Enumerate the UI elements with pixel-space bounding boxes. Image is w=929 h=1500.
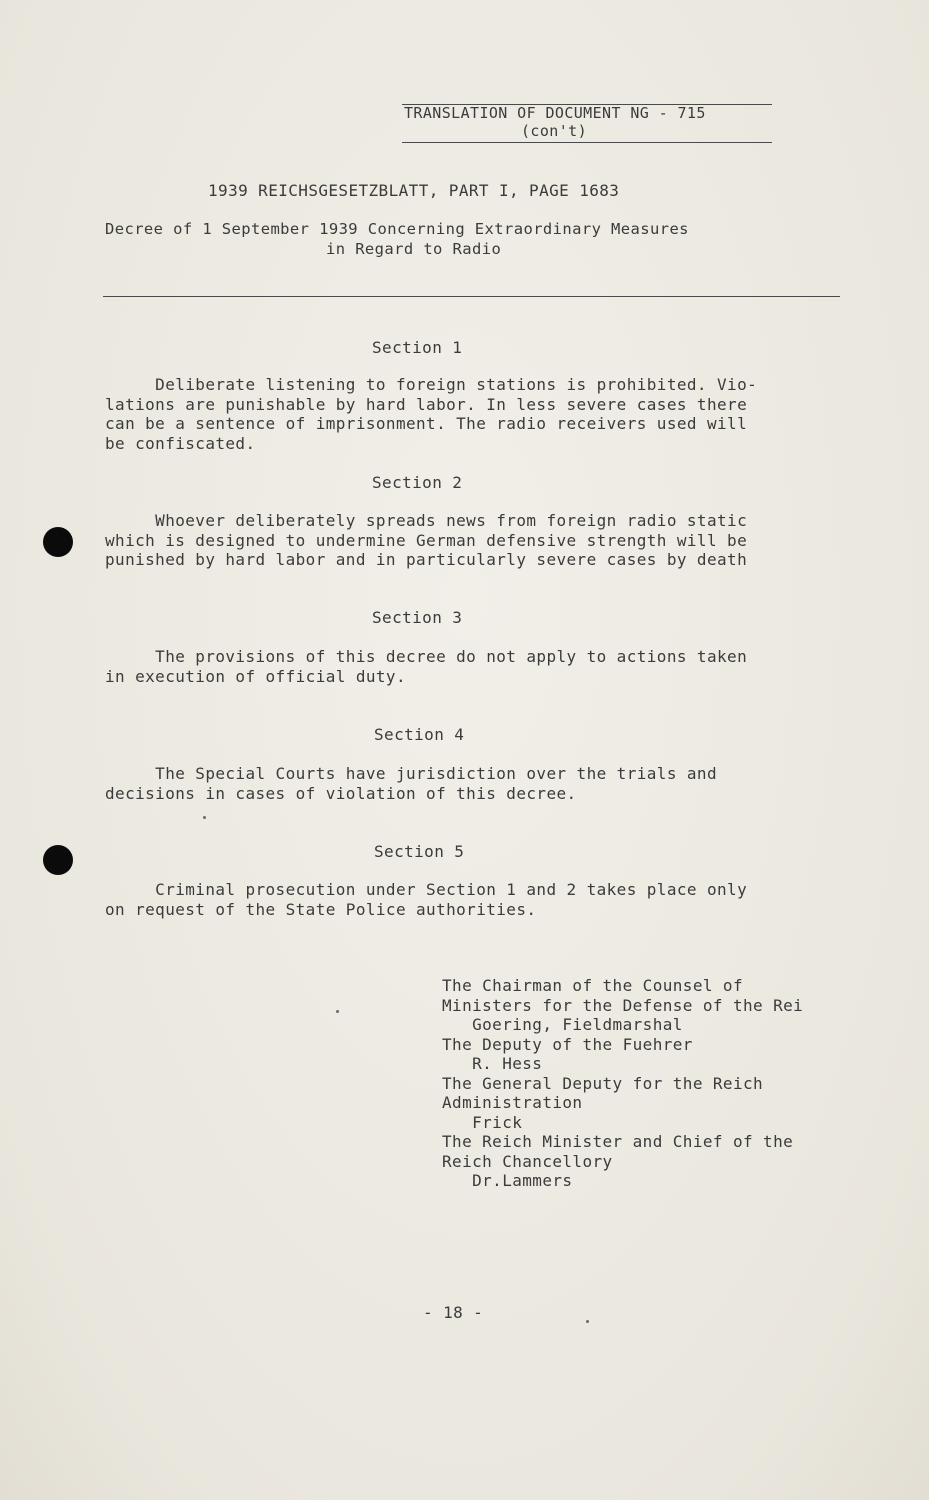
speck [586,1320,589,1323]
section-paragraph: The provisions of this decree do not apply to actions taken in execution of official duty. [105,647,748,686]
page-number: - 18 - [423,1303,484,1322]
document-header-cont: (con't) [521,122,588,140]
section-paragraph: The Special Courts have jurisdiction over the trials and decisions in cases of violation of this decree. [105,764,718,803]
section-heading: Section 5 [374,842,465,861]
header-bottom-rule [402,142,772,143]
signatories-block: The Chairman of the Counsel of Ministers for the Defense of the Rei Goering, Fieldmarshal The Deputy of the Fuehrer R. Hess The General Deputy for the Reich Administration Frick The Reich Minister and Chief of the Reich Chancellory Dr.Lammers [442,976,804,1190]
punch-hole [43,845,73,875]
document-header: TRANSLATION OF DOCUMENT NG - 715 [404,104,706,122]
section-paragraph: Whoever deliberately spreads news from foreign radio static which is designed to undermine German defensive strength will be punished by hard labor and in particularly severe cases by death [105,511,748,569]
section-paragraph: Criminal prosecution under Section 1 and 2 takes place only on request of the State Police authorities. [105,880,748,919]
section-divider [103,296,840,297]
section-paragraph: Deliberate listening to foreign stations is prohibited. Vio- lations are punishable by hard labor. In less severe cases there can be a sentence of imprisonment. The radio receivers used will be confiscated. [105,375,758,453]
header-top-rule [402,104,772,105]
section-heading: Section 1 [372,338,463,357]
publication-title: 1939 REICHSGESETZBLATT, PART I, PAGE 1683 [208,181,620,200]
punch-hole [43,527,73,557]
decree-title-line-2: in Regard to Radio [326,240,502,258]
decree-title-line-1: Decree of 1 September 1939 Concerning Extraordinary Measures [105,220,689,238]
speck [203,816,206,819]
speck [336,1010,339,1013]
section-heading: Section 4 [374,725,465,744]
section-heading: Section 2 [372,473,463,492]
section-heading: Section 3 [372,608,463,627]
